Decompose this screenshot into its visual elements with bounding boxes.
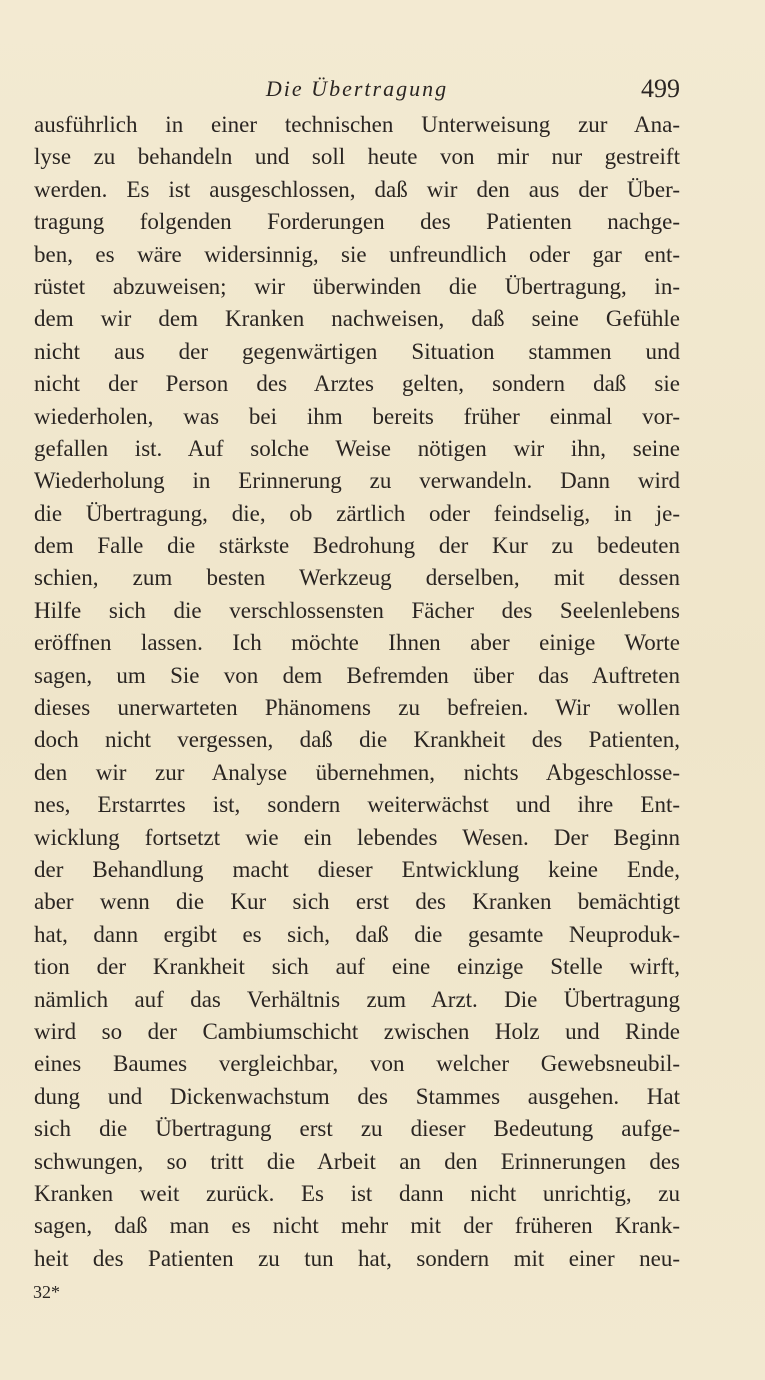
text-line: dem wir dem Kranken nachweisen, daß seine Gefühle: [34, 306, 680, 332]
text-line: der Behandlung macht dieser Entwicklung keine Ende,: [34, 856, 680, 882]
text-line: schien, zum besten Werkzeug derselben, mit dessen: [34, 565, 680, 591]
text-line: ben, es wäre widersinnig, sie unfreundlich oder gar ent-: [34, 241, 680, 267]
text-line: sagen, um Sie von dem Befremden über das Auftreten: [34, 662, 680, 688]
text-line: werden. Es ist ausgeschlossen, daß wir den aus der Über-: [34, 176, 680, 202]
text-line: gefallen ist. Auf solche Weise nötigen wir ihn, seine: [34, 435, 680, 461]
text-line: wird so der Cambiumschicht zwischen Holz und Rinde: [34, 1018, 680, 1044]
text-line: Wiederholung in Erinnerung zu verwandeln. Dann wird: [34, 468, 680, 494]
text-line: rüstet abzuweisen; wir überwinden die Übertragung, in-: [34, 273, 680, 299]
text-line: Kranken weit zurück. Es ist dann nicht unrichtig, zu: [34, 1180, 680, 1206]
running-head: [34, 72, 680, 106]
text-line: nicht aus der gegenwärtigen Situation stammen und: [34, 338, 680, 364]
text-line: dung und Dickenwachstum des Stammes ausgehen. Hat: [34, 1083, 680, 1109]
text-line: wiederholen, was bei ihm bereits früher einmal vor-: [34, 403, 680, 429]
text-line: lyse zu behandeln und soll heute von mir nur gestreift: [34, 144, 680, 170]
text-line: dieses unerwarteten Phänomens zu befreien. Wir wollen: [34, 695, 680, 721]
text-line: nicht der Person des Arztes gelten, sondern daß sie: [34, 371, 680, 397]
text-line: nämlich auf das Verhältnis zum Arzt. Die Übertragung: [34, 986, 680, 1012]
text-line: tragung folgenden Forderungen des Patienten nachge-: [34, 209, 680, 235]
body-text: [34, 109, 680, 1275]
text-line: aber wenn die Kur sich erst des Kranken bemächtigt: [34, 889, 680, 915]
text-line: eröffnen lassen. Ich möchte Ihnen aber einige Worte: [34, 630, 680, 656]
text-line: ausführlich in einer technischen Unterweisung zur Ana-: [34, 112, 680, 137]
signature-mark: 32*: [33, 1282, 60, 1302]
text-line: dem Falle die stärkste Bedrohung der Kur zu bedeuten: [34, 533, 680, 559]
running-title: Die Übertragung: [265, 76, 449, 101]
text-line: nes, Erstarrtes ist, sondern weiterwächst und ihre Ent-: [34, 792, 680, 818]
text-line: die Übertragung, die, ob zärtlich oder feindselig, in je-: [34, 500, 680, 526]
text-line: doch nicht vergessen, daß die Krankheit des Patienten,: [34, 727, 680, 753]
text-line: hat, dann ergibt es sich, daß die gesamte Neuproduk-: [34, 921, 680, 947]
text-line: tion der Krankheit sich auf eine einzige Stelle wirft,: [34, 954, 680, 980]
text-line: eines Baumes vergleichbar, von welcher Gewebsneubil-: [34, 1051, 680, 1077]
text-line: schwungen, so tritt die Arbeit an den Erinnerungen des: [34, 1148, 680, 1174]
text-line: heit des Patienten zu tun hat, sondern mit einer neu-: [34, 1245, 680, 1271]
page-number: 499: [641, 74, 680, 103]
text-line: den wir zur Analyse übernehmen, nichts Abgeschlosse-: [34, 759, 680, 785]
text-line: sich die Übertragung erst zu dieser Bedeutung aufge-: [34, 1116, 680, 1142]
text-line: wicklung fortsetzt wie ein lebendes Wesen. Der Beginn: [34, 824, 680, 850]
text-line: sagen, daß man es nicht mehr mit der früheren Krank-: [34, 1213, 680, 1239]
text-line: Hilfe sich die verschlossensten Fächer des Seelenlebens: [34, 597, 680, 623]
